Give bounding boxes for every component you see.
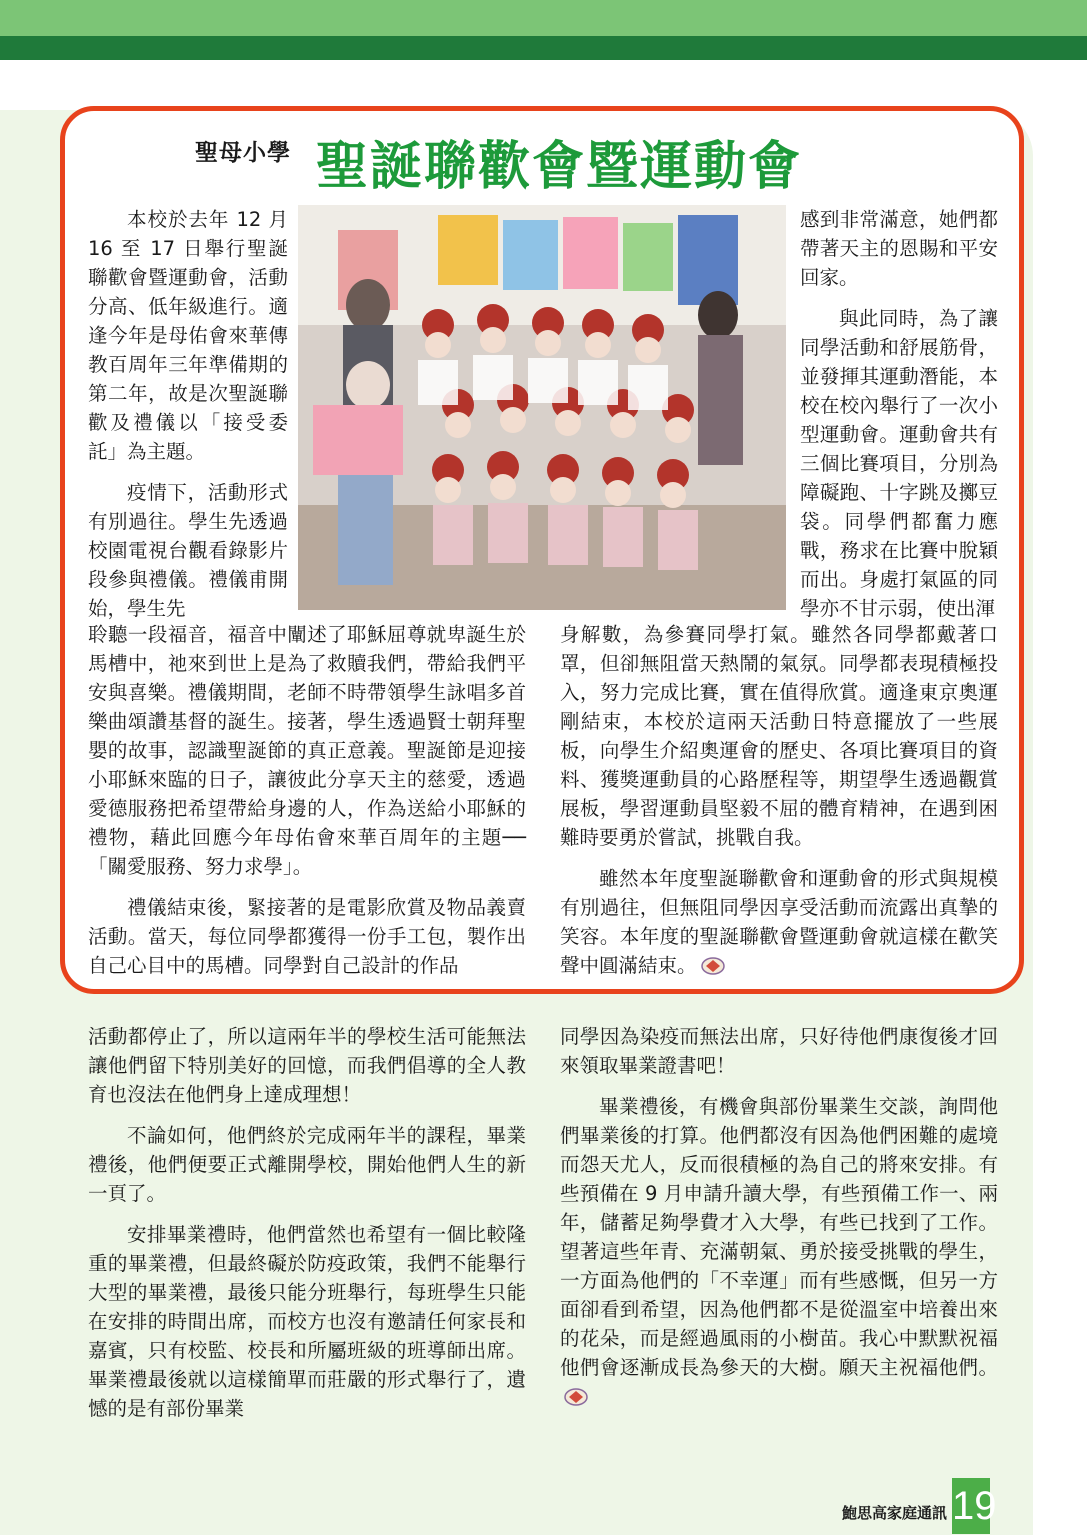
paragraph <box>560 1092 998 1411</box>
article-column-left-lower <box>88 620 526 980</box>
end-mark-icon <box>564 1387 588 1407</box>
article-title: 聖誕聯歡會暨運動會 <box>316 137 803 197</box>
article-column-right-lower <box>560 620 998 980</box>
school-name: 聖母小學 <box>195 140 291 166</box>
continued-column-left <box>88 1022 526 1423</box>
page-number: 19 <box>952 1478 990 1534</box>
paragraph: 身解數，為參賽同學打氣。雖然各同學都戴著口罩，但卻無阻當天熱鬧的氣氛。同學都表現積極投入，努力完成比賽，實在值得欣賞。適逢東京奧運剛結束，本校於這兩天活動日特意擺放了一些展板，向學生介紹奧運會的歷史、各項比賽項目的資料、獲獎運動員的心路歷程等，期望學生透過觀賞展板，學習運動員堅毅不屈的體育精神，在遇到困難時要勇於嘗試，挑戰自我。 <box>560 623 998 849</box>
paragraph: 不論如何，他們終於完成兩年半的課程，畢業禮後，他們便要正式離開學校，開始他們人生的新一頁了。 <box>88 1124 526 1205</box>
photo-illustration <box>298 205 786 610</box>
paragraph <box>560 864 998 980</box>
paragraph: 同學因為染疫而無法出席，只好待他們康復後才回來領取畢業證書吧！ <box>560 1025 998 1077</box>
article-column-right-upper <box>800 205 998 623</box>
end-mark-icon <box>701 956 725 976</box>
paragraph: 安排畢業禮時，他們當然也希望有一個比較隆重的畢業禮，但最終礙於防疫政策，我們不能舉行大型的畢業禮，最後只能分班舉行，每班學生只能在安排的時間出席，而校方也沒有邀請任何家長和嘉賓，只有校監、校長和所屬班級的班導師出席。畢業禮最後就以這樣簡單而莊嚴的形式舉行了，遺憾的是有部份畢業 <box>88 1223 526 1420</box>
header-stripe-dark <box>0 36 1087 60</box>
paragraph-text: 雖然本年度聖誕聯歡會和運動會的形式與規模有別過往，但無阻同學因享受活動而流露出真摯的笑容。本年度的聖誕聯歡會暨運動會就這樣在歡笑聲中圓滿結束。 <box>560 867 998 977</box>
paragraph: 與此同時，為了讓同學活動和舒展筋骨，並發揮其運動潛能，本校在校內舉行了一次小型運動會。運動會共有三個比賽項目，分別為障礙跑、十字跳及擲豆袋。同學們都奮力應戰，務求在比賽中脫穎而出。身處打氣區的同學亦不甘示弱，使出渾 <box>800 307 998 620</box>
paragraph: 本校於去年 12 月 16 至 17 日舉行聖誕聯歡會暨運動會，活動分高、低年級進行。適逢今年是母佑會來華傳教百周年三年準備期的第二年，故是次聖誕聯歡及禮儀以「接受委託」為主題。 <box>88 208 288 463</box>
paragraph: 禮儀結束後，緊接著的是電影欣賞及物品義賣活動。當天，每位同學都獲得一份手工包，製作出自己心目中的馬槽。同學對自己設計的作品 <box>88 896 526 977</box>
paragraph: 疫情下，活動形式有別過往。學生先透過校園電視台觀看錄影片段參與禮儀。禮儀甫開始，學生先 <box>88 481 288 620</box>
paragraph: 活動都停止了，所以這兩年半的學校生活可能無法讓他們留下特別美好的回憶，而我們倡導的全人教育也沒法在他們身上達成理想！ <box>88 1025 526 1106</box>
paragraph: 聆聽一段福音，福音中闡述了耶穌屈尊就卑誕生於馬槽中，祂來到世上是為了救贖我們，帶給我們平安與喜樂。禮儀期間，老師不時帶領學生詠唱多首樂曲頌讚基督的誕生。接著，學生透過賢士朝拜聖嬰的故事，認識聖誕節的真正意義。聖誕節是迎接小耶穌來臨的日子，讓彼此分享天主的慈愛，透過愛德服務把希望帶給身邊的人，作為送給小耶穌的禮物，藉此回應今年母佑會來華百周年的主題──「關愛服務、努力求學」。 <box>88 623 526 878</box>
header-stripe-light <box>0 0 1087 36</box>
class-group-photo <box>298 205 786 610</box>
continued-column-right <box>560 1022 998 1411</box>
article-column-left-upper <box>88 205 288 623</box>
paragraph: 感到非常滿意，她們都帶著天主的恩賜和平安回家。 <box>800 208 998 289</box>
paragraph-text: 畢業禮後，有機會與部份畢業生交談，詢問他們畢業後的打算。他們都沒有因為他們困難的處境而怨天尤人，反而很積極的為自己的將來安排。有些預備在 9 月申請升讀大學，有些預備工作一、兩年，儲蓄足夠學費才入大學，有些已找到了工作。望著這些年青、充滿朝氣、勇於接受挑戰的學生，一方面為他們的「不幸運」而有些感慨，但另一方面卻看到希望，因為他們都不是從溫室中培養出來的花朵，而是經過風雨的小樹苗。我心中默默祝福他們會逐漸成長為參天的大樹。願天主祝福他們。 <box>560 1095 998 1379</box>
publication-name: 鮑思高家庭通訊 <box>842 1504 948 1522</box>
